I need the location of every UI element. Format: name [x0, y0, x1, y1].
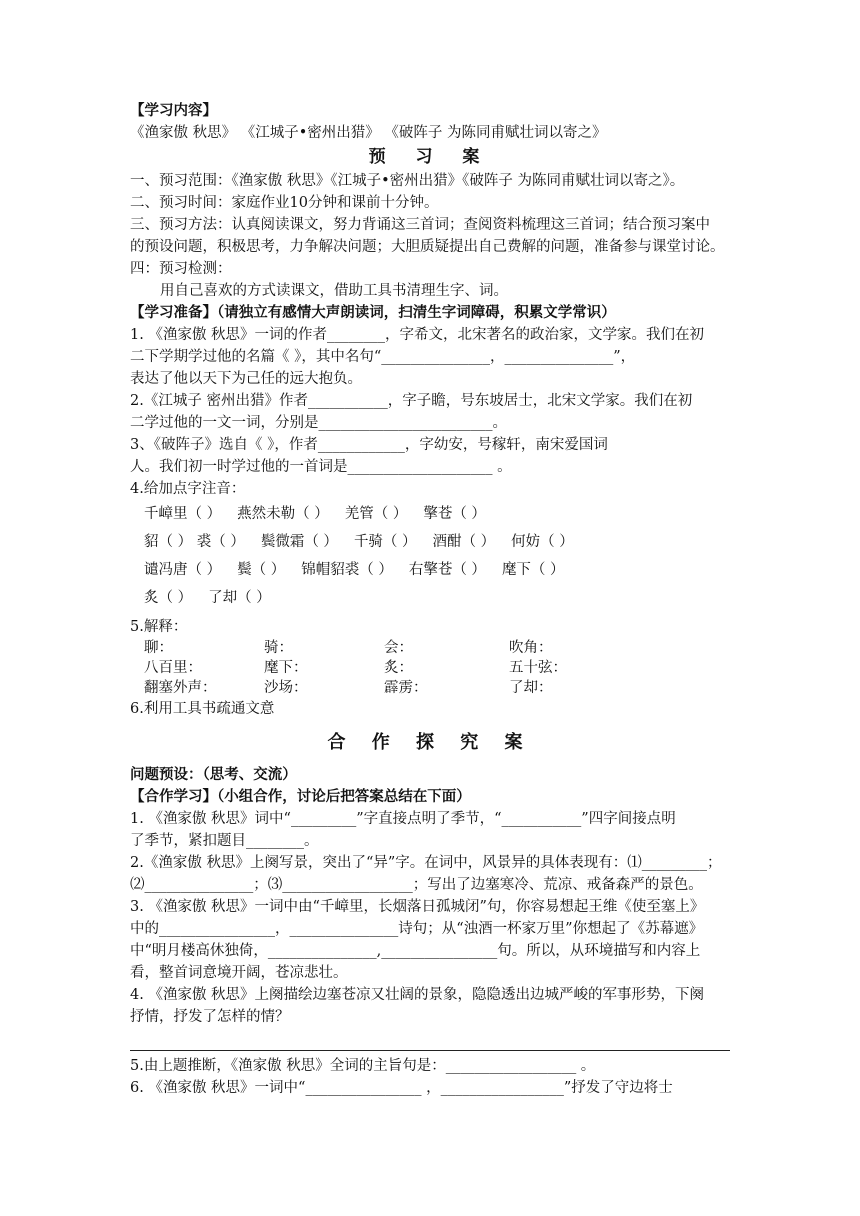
coop-title: 合 作 探 究 案 — [327, 732, 533, 753]
pinyin-row-2 — [130, 528, 730, 556]
explain-item: 八百里： — [144, 660, 202, 676]
learning-content-titles: 《渔家傲 秋思》 《江城子•密州出猎》 《破阵子 为陈同甫赋壮词以寄之》 — [130, 125, 607, 141]
pinyin-item: 燕然未勒（ ） — [237, 506, 329, 522]
pinyin-row-3 — [130, 556, 730, 584]
c3-line3: 中“明月楼高休独倚，_______________,________________句。所以，从环境描写和内容上 — [130, 943, 701, 959]
prep-heading: 【学习准备】（请独立有感情大声朗读词，扫清生字词障碍，积累文学常识） — [130, 304, 616, 321]
explain-item: 炙： — [384, 660, 413, 676]
explain-item: 翻塞外声： — [144, 680, 217, 696]
q2-line1: 2.《江城子 密州出猎》作者___________，字子瞻，号东坡居士，北宋文学家。我们在初 — [130, 393, 693, 409]
c6: 6. 《渔家傲 秋思》一词中“________________ ，_________________”抒发了守边将士 — [130, 1080, 673, 1096]
pinyin-item: 千骑（ ） — [353, 534, 417, 550]
explain-item: 五十弦： — [509, 660, 567, 676]
preview-check-text: 用自己喜欢的方式读课文，借助工具书清理生字、词。 — [160, 283, 508, 299]
pinyin-row-4 — [130, 584, 730, 612]
pinyin-item: 麾下（ ） — [501, 562, 565, 578]
pinyin-item: 貂（ ） 裘（ ） — [144, 534, 245, 550]
q3-line1: 3、《破阵子》选自《 》，作者____________，字幼安，号稼轩，南宋爱国词 — [130, 437, 608, 453]
pinyin-item: 羌管（ ） — [344, 506, 408, 522]
pinyin-item: 鬓（ ） — [237, 562, 286, 578]
c3-line2: 中的________________，_______________诗句；从“浊酒一杯家万里”你想起了《苏幕遮》 — [130, 921, 704, 937]
pinyin-item: 了却（ ） — [208, 590, 271, 606]
q4-label: 4.给加点字注音： — [130, 481, 246, 497]
c2-line2: ⑵_______________；⑶__________________；写出了边塞寒冷、荒凉、戒备森严的景色。 — [130, 877, 703, 893]
pinyin-item: 炙（ ） — [144, 590, 193, 606]
c3-line4: 看，整首词意境开阔，苍凉悲壮。 — [130, 965, 348, 981]
pinyin-row-1 — [130, 500, 730, 528]
q1-line3: 表达了他以天下为己任的远大抱负。 — [130, 371, 362, 387]
explain-item: 了却： — [509, 680, 553, 696]
preview-scope: 一、预习范围：《渔家傲 秋思》《江城子•密州出猎》《破阵子 为陈同甫赋壮词以寄之》。 — [130, 173, 685, 189]
preview-method-line2: 的预设问题，积极思考，力争解决问题；大胆质疑提出自己费解的问题，准备参与课堂讨论。 — [130, 239, 725, 255]
answer-line — [130, 1028, 730, 1051]
c1-line1: 1. 《渔家傲 秋思》词中“_________”字直接点明了季节，“___________”四字间接点明 — [130, 811, 676, 827]
preview-method-line1: 三、预习方法：认真阅读课文，努力背诵这三首词；查阅资料梳理这三首词；结合预习案中 — [130, 217, 710, 233]
explain-item: 霹雳： — [384, 680, 428, 696]
pinyin-item: 何妨（ ） — [511, 534, 574, 550]
pinyin-item: 右擎苍（ ） — [408, 562, 486, 578]
q2-line2: 二学过他的一文一词，分别是________________________。 — [130, 415, 507, 431]
coop-heading: 【合作学习】（小组合作，讨论后把答案总结在下面） — [130, 788, 471, 805]
learning-content-heading: 【学习内容】 — [130, 102, 217, 119]
q5-label: 5.解释： — [130, 619, 188, 635]
preview-time: 二、预习时间：家庭作业10分钟和课前十分钟。 — [130, 195, 439, 211]
q1-line2: 二下学期学过他的名篇《 》，其中名句“_______________，_______________”， — [130, 349, 636, 365]
explain-item: 沙场： — [264, 680, 308, 696]
explain-item: 麾下： — [264, 660, 308, 676]
preview-check: 四：预习检测： — [130, 261, 232, 277]
explain-item: 会： — [384, 640, 413, 656]
worksheet-page — [130, 100, 730, 1099]
c4-line2: 抒情，抒发了怎样的情？ — [130, 1009, 290, 1025]
c1-line2: 了季节，紧扣题目________。 — [130, 833, 319, 849]
c2-line1: 2.《渔家傲 秋思》上阕写景，突出了“异”字。在词中，风景异的具体表现有：⑴_________； — [130, 855, 722, 871]
explain-item: 聊： — [144, 640, 173, 656]
pinyin-item: 鬓微霜（ ） — [260, 534, 338, 550]
explain-grid — [130, 638, 730, 698]
q3-line2: 人。我们初一时学过他的一首词是____________________ 。 — [130, 459, 512, 475]
explain-item: 骑： — [264, 640, 293, 656]
pinyin-item: 酒酣（ ） — [432, 534, 496, 550]
preview-title: 预 习 案 — [368, 147, 492, 167]
c5: 5.由上题推断，《渔家傲 秋思》全词的主旨句是：__________________ 。 — [130, 1058, 596, 1074]
pinyin-item: 谴冯唐（ ） — [144, 562, 222, 578]
pinyin-item: 锦帽貂裘（ ） — [301, 562, 393, 578]
coop-preset: 问题预设：（思考、交流） — [130, 766, 297, 783]
c4-line1: 4. 《渔家傲 秋思》上阕描绘边塞苍凉又壮阔的景象，隐隐透出边城严峻的军事形势，下阕 — [130, 987, 705, 1003]
pinyin-item: 擎苍（ ） — [423, 506, 486, 522]
q6-label: 6.利用工具书疏通文意 — [130, 701, 275, 717]
c3-line1: 3. 《渔家傲 秋思》一词中由“千嶂里，长烟落日孤城闭”句，你容易想起王维《使至塞上》 — [130, 899, 705, 915]
pinyin-item: 千嶂里（ ） — [144, 506, 222, 522]
explain-item: 吹角： — [509, 640, 553, 656]
q1-line1: 1. 《渔家傲 秋思》一词的作者________，字希文，北宋著名的政治家，文学家。我们在初 — [130, 327, 705, 343]
